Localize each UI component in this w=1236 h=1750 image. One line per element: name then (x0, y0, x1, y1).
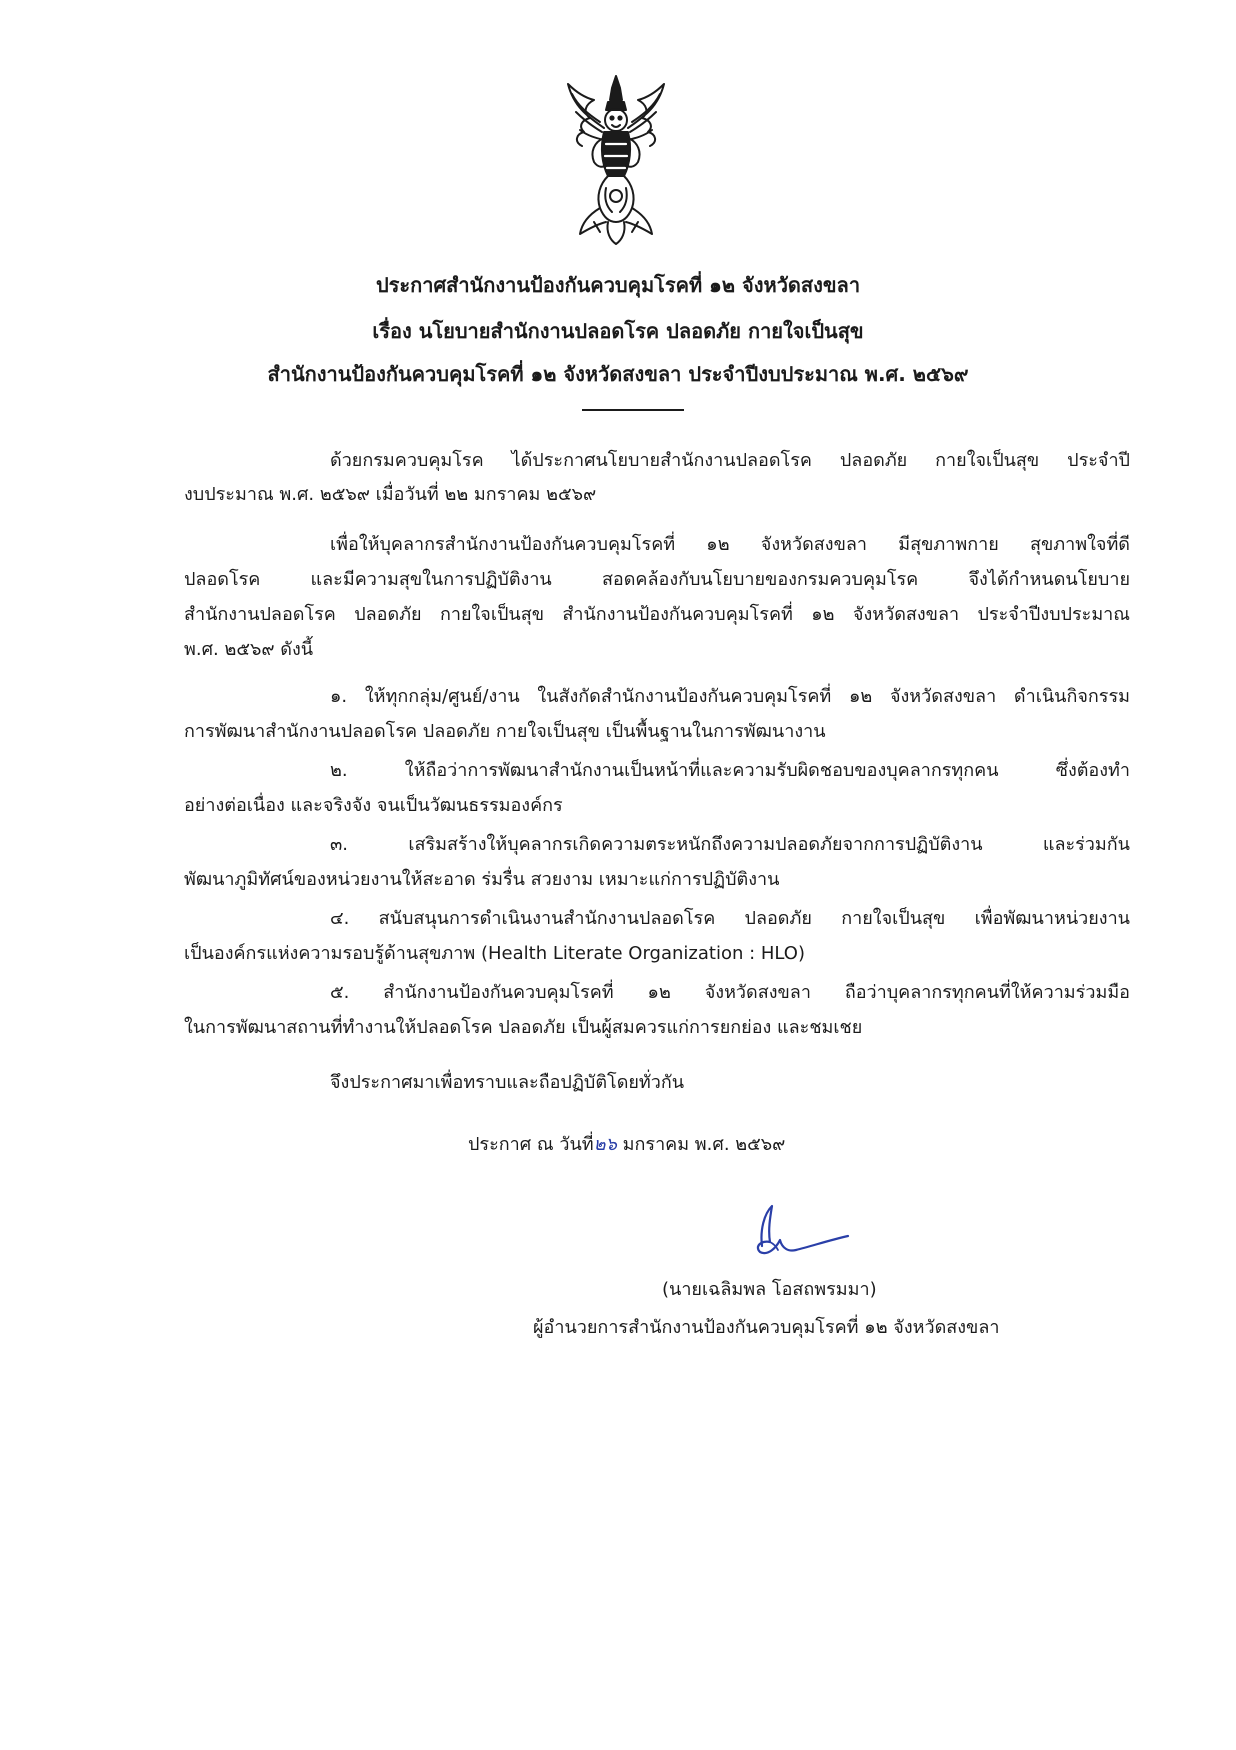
policy-item-4-line-1: ๔. สนับสนุนการดำเนินงานสำนักงานปลอดโรค ปลอดภัย กายใจเป็นสุข เพื่อพัฒนาหน่วยงาน (330, 908, 1130, 929)
policy-item-4-line-2: เป็นองค์กรแห่งความรอบรู้ด้านสุขภาพ (Health Literate Organization : HLO) (184, 943, 805, 964)
policy-item-5-line-2: ในการพัฒนาสถานที่ทำงานให้ปลอดโรค ปลอดภัย เป็นผู้สมควรแก่การยกย่อง และชมเชย (184, 1017, 863, 1038)
document-title-line-3: สำนักงานป้องกันควบคุมโรคที่ ๑๒ จังหวัดสงขลา ประจำปีงบประมาณ พ.ศ. ๒๕๖๙ (267, 362, 969, 386)
policy-item-2-line-1: ๒. ให้ถือว่าการพัฒนาสำนักงานเป็นหน้าที่และความรับผิดชอบของบุคลากรทุกคน ซึ่งต้องทำ (330, 760, 1130, 781)
handwritten-signature-icon (740, 1200, 850, 1264)
paragraph-1-line-1: ด้วยกรมควบคุมโรค ได้ประกาศนโยบายสำนักงานปลอดโรค ปลอดภัย กายใจเป็นสุข ประจำปี (330, 450, 1130, 471)
policy-item-2-line-2: อย่างต่อเนื่อง และจริงจัง จนเป็นวัฒนธรรมองค์กร (184, 795, 563, 816)
announcement-date-suffix: มกราคม พ.ศ. ๒๕๖๙ (616, 1134, 786, 1155)
announcement-date (468, 1130, 785, 1160)
paragraph-2-line-2: ปลอดโรค และมีความสุขในการปฏิบัติงาน สอดคล้องกับนโยบายของกรมควบคุมโรค จึงได้กำหนดนโยบาย (184, 569, 1130, 590)
policy-item-3-line-2: พัฒนาภูมิทัศน์ของหน่วยงานให้สะอาด ร่มรื่น สวยงาม เหมาะแก่การปฏิบัติงาน (184, 869, 780, 890)
announcement-day-handwritten: ๒๖ (593, 1134, 617, 1155)
paragraph-2-line-4: พ.ศ. ๒๕๖๙ ดังนี้ (184, 639, 314, 660)
policy-item-1-line-1: ๑. ให้ทุกกลุ่ม/ศูนย์/งาน ในสังกัดสำนักงานป้องกันควบคุมโรคที่ ๑๒ จังหวัดสงขลา ดำเนินกิจกรรม (330, 686, 1130, 707)
policy-item-3-line-1: ๓. เสริมสร้างให้บุคลากรเกิดความตระหนักถึงความปลอดภัยจากการปฏิบัติงาน และร่วมกัน (330, 834, 1130, 855)
signatory-name: (นายเฉลิมพล โอสถพรมมา) (662, 1279, 877, 1300)
closing-statement: จึงประกาศมาเพื่อทราบและถือปฏิบัติโดยทั่วกัน (330, 1072, 685, 1093)
garuda-emblem-icon (560, 72, 672, 247)
document-title-line-1: ประกาศสำนักงานป้องกันควบคุมโรคที่ ๑๒ จังหวัดสงขลา (375, 273, 861, 297)
title-divider (582, 409, 684, 411)
policy-item-5-line-1: ๕. สำนักงานป้องกันควบคุมโรคที่ ๑๒ จังหวัดสงขลา ถือว่าบุคลากรทุกคนที่ให้ความร่วมมือ (330, 982, 1130, 1003)
policy-item-1-line-2: การพัฒนาสำนักงานปลอดโรค ปลอดภัย กายใจเป็นสุข เป็นพื้นฐานในการพัฒนางาน (184, 721, 826, 742)
document-title-line-2: เรื่อง นโยบายสำนักงานปลอดโรค ปลอดภัย กายใจเป็นสุข (372, 319, 864, 343)
paragraph-1-line-2: งบประมาณ พ.ศ. ๒๕๖๙ เมื่อวันที่ ๒๒ มกราคม ๒๕๖๙ (184, 484, 597, 505)
signatory-position: ผู้อำนวยการสำนักงานป้องกันควบคุมโรคที่ ๑๒ จังหวัดสงขลา (533, 1317, 1000, 1338)
paragraph-2-line-3: สำนักงานปลอดโรค ปลอดภัย กายใจเป็นสุข สำนักงานป้องกันควบคุมโรคที่ ๑๒ จังหวัดสงขลา ประจำปีงบประมาณ (184, 604, 1130, 625)
paragraph-2-line-1: เพื่อให้บุคลากรสำนักงานป้องกันควบคุมโรคที่ ๑๒ จังหวัดสงขลา มีสุขภาพกาย สุขภาพใจที่ดี (330, 534, 1130, 555)
announcement-date-prefix: ประกาศ ณ วันที่ (468, 1134, 594, 1155)
